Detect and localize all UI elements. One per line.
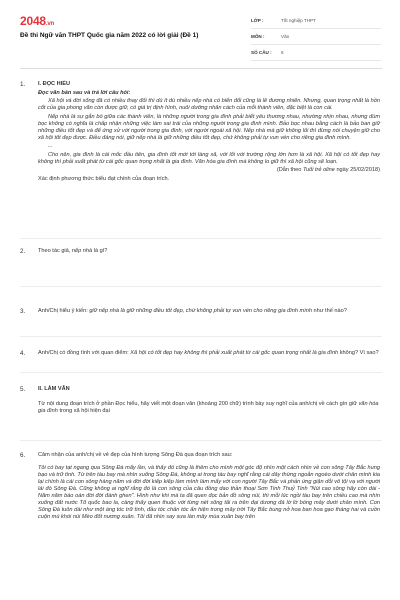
question-ask: Cảm nhận của anh/chị về vẻ đẹp của hình tượng Sông Đà qua đoạn trích sau: xyxy=(38,452,233,458)
meta-row-subject xyxy=(251,29,381,45)
question-body: II. LÀM VĂN Từ nội dung đoạn trích ở phần Đọc hiểu, hãy viết một đoạn văn (khoảng 200 chữ) trình bày suy nghĩ của anh/chị về cách gìn giữ văn hóa gia đình trong xã hội hiện đại xyxy=(38,386,379,414)
page-header xyxy=(0,0,400,68)
passage-ellipsis: ... xyxy=(48,143,53,149)
meta-row-count xyxy=(251,45,381,61)
meta-row-grade xyxy=(251,13,381,29)
header-divider xyxy=(20,68,382,69)
question-body: Theo tác giả, nếp nhà là gì? xyxy=(38,248,108,254)
question-divider xyxy=(20,440,382,441)
meta-value[interactable]: Văn xyxy=(281,34,290,39)
question-list xyxy=(0,72,400,600)
logo-suffix: .vn xyxy=(45,21,54,27)
instruction: Đọc văn bản sau và trả lời câu hỏi: xyxy=(38,89,131,96)
question-divider xyxy=(20,336,382,337)
question-number: 5. xyxy=(20,386,26,393)
question-divider xyxy=(20,286,382,287)
passage-paragraph: Cho nên, gia đình là cái mốc đầu tiên, gia đình tốt mới tới làng xã, với lối với trường rộng lớn hơn là xã hội. Xã hội có tốt đẹp hay không thì phải xuất phát từ cái gốc quan trọng nhất là gia đình. Văn hóa gia đình mà không lo giữ thì xã hội cũng sẽ loạn. xyxy=(38,151,380,165)
meta-key: LỚP : xyxy=(251,18,264,23)
question-number: 4. xyxy=(20,350,26,357)
exam-title: Đề thi Ngữ văn THPT Quốc gia năm 2022 có lời giải (Đề 1) xyxy=(20,32,199,39)
question-body: Anh/Chị hiểu ý kiến: giữ nếp nhà là giữ những điều tốt đẹp, chứ không phải tự vun vén cho riêng gia đình mình như thế nào? xyxy=(38,308,347,314)
question-number: 6. xyxy=(20,452,26,459)
meta-key: MÔN : xyxy=(251,34,265,39)
question-body xyxy=(38,452,380,523)
logo-main: 2048 xyxy=(20,14,46,28)
section-heading: I. ĐỌC HIỂU xyxy=(38,81,71,87)
passage-paragraph: Tôi có bay tạt ngang qua Sông Đà mấy lần, và thấy đó cũng là thêm cho mình một góc độ nhìn một cách nhìn về con sông Tây Bắc hung bạo và trữ tình. Từ trên tàu bay mà nhìn xuống Sông Đà, không ai trong tàu bay nghĩ rằng cái dây thừng ngoằn ngoèo dưới chân mình kia lại chính là cái con sông hàng năm và đời đời kiếp kiếp làm mình làm mẩy với con người Tây Bắc và phản ứng giận dỗi vô tội vạ với người lái đò Sông Đà. Cũng không ai nghĩ rằng đó là con sông của câu đồng dao thần thoại Sơn Tinh Thuỷ Tinh "Núi cao sông hãy còn dài - Năm năm báo oán đời đời đánh ghen". Hình như khi mà ta đã quen đọc bản đồ sông núi, thì mỗi lúc ngồi tàu bay trên chiều cao mà nhìn xuống đất nước Tổ quốc bao la, càng thấy quen thuộc với từng nét sông tãi ra trên đại dương đá lờ lờ bóng mây dưới chân mình. Con Sông Đà tuôn dài như một áng tóc trữ tình, đầu tóc chân tóc ẩn hiện trong mây trời Tây Bắc bung nở hoa ban hoa gạo tháng hai và cuồn cuộn mù khói núi Mèo đốt nương xuân. Tôi đã nhìn say sưa làn mây mùa xuân bay trên xyxy=(38,465,380,520)
question-number: 1. xyxy=(20,81,26,88)
meta-value: 6 xyxy=(281,50,284,55)
exam-meta xyxy=(251,13,381,61)
question-number: 3. xyxy=(20,308,26,315)
site-logo[interactable] xyxy=(20,14,54,28)
passage-paragraph: Xã hội và đời sống đã có nhiều thay đổi thì dù ít dù nhiều nếp nhà có biến đổi cũng là lẽ đương nhiên. Nhưng, quan trọng nhất là hồn cốt của gia phong văn còn được giữ, có giá trị định hình, nuôi dưỡng nhân cách của mỗi thành viên, đặc biệt là con cái. xyxy=(38,98,380,111)
passage-source: (Dẫn theo Tuổi trẻ oline ngày 25/02/2018) xyxy=(276,167,380,173)
question-number: 2. xyxy=(20,248,26,255)
question-ask: Xác định phương thức biểu đạt chính của đoạn trích. xyxy=(38,175,170,182)
section-heading: II. LÀM VĂN xyxy=(38,386,70,392)
meta-key: SỐ CÂU : xyxy=(251,50,272,55)
meta-value[interactable]: Tốt nghiệp THPT xyxy=(281,18,316,23)
question-divider xyxy=(20,372,382,373)
question-body: Anh/Chị có đồng tình với quan điểm: Xã hội có tốt đẹp hay không thì phải xuất phát từ cái gốc quan trọng nhất là gia đình không? Vì sao? xyxy=(38,350,379,356)
passage-paragraph: Nếp nhà là sự gắn bó giữa các thành viên, là những người trong gia đình phải biết yêu thương nhau, nhường nhịn nhau, nhưng đùm bọc không có nghĩa là chấp nhận những việc làm sai trái của những người trong gia đình mình. Bảo bọc nhau bằng cách là bảo ban giữ những điều tốt đẹp và để ứng xử với người trong gia đình, với người ngoài xã hội. Nếp nhà mà giữ không lối thì đừng nói chuyện giữ cho xã hội tốt đẹp được. Điều đáng nói, giữ nếp nhà là giữ những điều tốt đẹp, chứ không phải tự vun vén cho riêng gia đình mình. xyxy=(38,113,380,141)
question-divider xyxy=(20,238,382,239)
question-body xyxy=(38,81,380,184)
